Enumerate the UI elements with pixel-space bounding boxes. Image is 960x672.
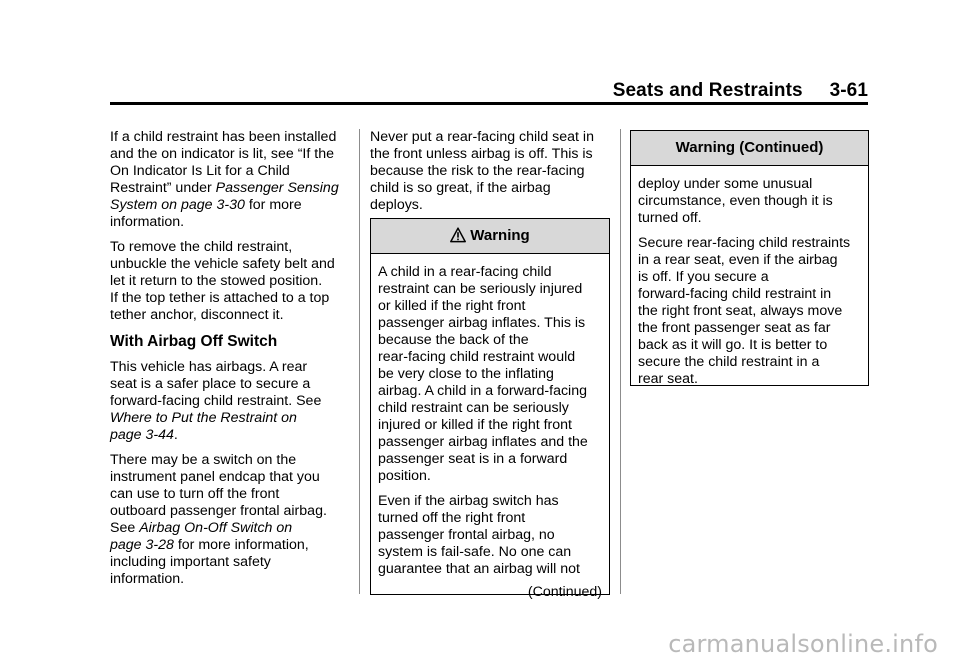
text-line: passenger airbag inflates. This is bbox=[378, 315, 586, 331]
text-line: or killed if the right front bbox=[378, 298, 526, 314]
cross-reference-link[interactable]: page 3-44 bbox=[110, 427, 174, 443]
text-line: tether anchor, disconnect it. bbox=[110, 307, 284, 323]
text-line: If the top tether is attached to a top bbox=[110, 290, 330, 306]
paragraph bbox=[378, 264, 602, 485]
text-line: rear seat. bbox=[638, 371, 698, 387]
text-line: because the risk to the rear-facing bbox=[370, 163, 585, 179]
text-line: in a rear seat, even if the airbag bbox=[638, 252, 838, 268]
text-line: injured or killed if the right front bbox=[378, 417, 572, 433]
text-line: information. bbox=[110, 214, 185, 230]
cross-reference-link[interactable]: page 3-28 bbox=[110, 537, 174, 553]
text-line: This vehicle has airbags. A rear bbox=[110, 359, 308, 375]
text-line: To remove the child restraint, bbox=[110, 239, 293, 255]
cross-reference-link[interactable]: System on page 3-30 bbox=[110, 197, 245, 213]
text-line: forward-facing child restraint in bbox=[638, 286, 832, 302]
continued-label: (Continued) bbox=[527, 584, 602, 600]
text-run: . bbox=[173, 427, 178, 443]
column-divider bbox=[620, 129, 621, 594]
text-line: child restraint can be seriously bbox=[378, 400, 569, 416]
text-line: child is so great, if the airbag bbox=[370, 180, 551, 196]
text-line: is off. If you secure a bbox=[638, 269, 769, 285]
text-line: position. bbox=[378, 468, 431, 484]
text-line: Even if the airbag switch has bbox=[378, 493, 559, 509]
text-line: the front unless airbag is off. This is bbox=[370, 146, 593, 162]
warning-body bbox=[371, 254, 609, 607]
text-line: Never put a rear-facing child seat in bbox=[370, 129, 594, 145]
column-left bbox=[110, 129, 350, 596]
paragraph bbox=[110, 452, 350, 588]
header-rule bbox=[110, 102, 868, 105]
column-middle bbox=[370, 129, 610, 222]
paragraph bbox=[110, 359, 350, 444]
text-line: system is fail-safe. No one can bbox=[378, 544, 572, 560]
warning-body bbox=[631, 166, 868, 402]
text-line: guarantee that an airbag will not bbox=[378, 561, 580, 577]
text-run: See bbox=[110, 520, 140, 536]
paragraph bbox=[378, 493, 602, 578]
text-line: deploy under some unusual bbox=[638, 176, 813, 192]
text-line: can use to turn off the front bbox=[110, 486, 280, 502]
text-line: instrument panel endcap that you bbox=[110, 469, 320, 485]
page-title: Seats and Restraints 3-61 bbox=[612, 80, 868, 101]
paragraph bbox=[370, 129, 610, 214]
text-line: outboard passenger frontal airbag. bbox=[110, 503, 327, 519]
text-line bbox=[110, 410, 350, 427]
warning-triangle-icon bbox=[450, 222, 466, 256]
text-line: There may be a switch on the bbox=[110, 452, 297, 468]
text-line: deploys. bbox=[370, 197, 423, 213]
paragraph bbox=[110, 239, 350, 324]
cross-reference-link[interactable]: Where to Put the Restraint on bbox=[110, 410, 297, 426]
text-line: restraint can be seriously injured bbox=[378, 281, 583, 297]
warning-header: Warning (Continued) bbox=[631, 131, 868, 166]
cross-reference-link[interactable]: Airbag On-Off Switch on bbox=[139, 520, 293, 536]
text-run: for more bbox=[244, 197, 302, 213]
text-line: passenger frontal airbag, no bbox=[378, 527, 555, 543]
text-line bbox=[110, 520, 350, 537]
text-line: back as it will go. It is better to bbox=[638, 337, 828, 353]
text-line: the right front seat, always move bbox=[638, 303, 843, 319]
text-line: including important safety bbox=[110, 554, 271, 570]
text-line: seat is a safer place to secure a bbox=[110, 376, 311, 392]
text-line: Secure rear-facing child restraints bbox=[638, 235, 851, 251]
text-line: secure the child restraint in a bbox=[638, 354, 820, 370]
page-header bbox=[110, 76, 868, 106]
text-line: rear-facing child restraint would bbox=[378, 349, 576, 365]
text-run: Restraint” under bbox=[110, 180, 216, 196]
text-line: unbuckle the vehicle safety belt and bbox=[110, 256, 335, 272]
text-line bbox=[110, 180, 350, 197]
column-divider bbox=[359, 129, 360, 594]
text-line: let it return to the stowed position. bbox=[110, 273, 323, 289]
paragraph bbox=[110, 129, 350, 231]
text-line: because the back of the bbox=[378, 332, 529, 348]
text-line bbox=[110, 427, 350, 444]
text-line: the front passenger seat as far bbox=[638, 320, 831, 336]
text-run: for more information, bbox=[173, 537, 309, 553]
paragraph bbox=[638, 235, 861, 388]
warning-header bbox=[371, 219, 609, 254]
text-line: circumstance, even though it is bbox=[638, 193, 833, 209]
text-line: turned off the right front bbox=[378, 510, 526, 526]
warning-box-continued bbox=[630, 130, 869, 386]
text-line: A child in a rear-facing child bbox=[378, 264, 552, 280]
paragraph bbox=[638, 176, 861, 227]
text-line: passenger seat is in a forward bbox=[378, 451, 568, 467]
text-line bbox=[110, 537, 350, 554]
text-line: On Indicator Is Lit for a Child bbox=[110, 163, 290, 179]
text-line bbox=[110, 197, 350, 214]
warning-title: Warning bbox=[470, 227, 530, 244]
text-line: be very close to the inflating bbox=[378, 366, 554, 382]
text-line: passenger airbag inflates and the bbox=[378, 434, 588, 450]
warning-box bbox=[370, 218, 610, 600]
text-line: If a child restraint has been installed bbox=[110, 129, 337, 145]
text-line: turned off. bbox=[638, 210, 702, 226]
text-line: and the on indicator is lit, see “If the bbox=[110, 146, 334, 162]
text-line: information. bbox=[110, 571, 185, 587]
cross-reference-link[interactable]: Passenger Sensing bbox=[215, 180, 339, 196]
watermark-text: carmanualsonline.info bbox=[668, 630, 938, 658]
section-heading: With Airbag Off Switch bbox=[110, 333, 278, 350]
text-line: airbag. A child in a forward-facing bbox=[378, 383, 587, 399]
text-line: forward-facing child restraint. See bbox=[110, 393, 322, 409]
